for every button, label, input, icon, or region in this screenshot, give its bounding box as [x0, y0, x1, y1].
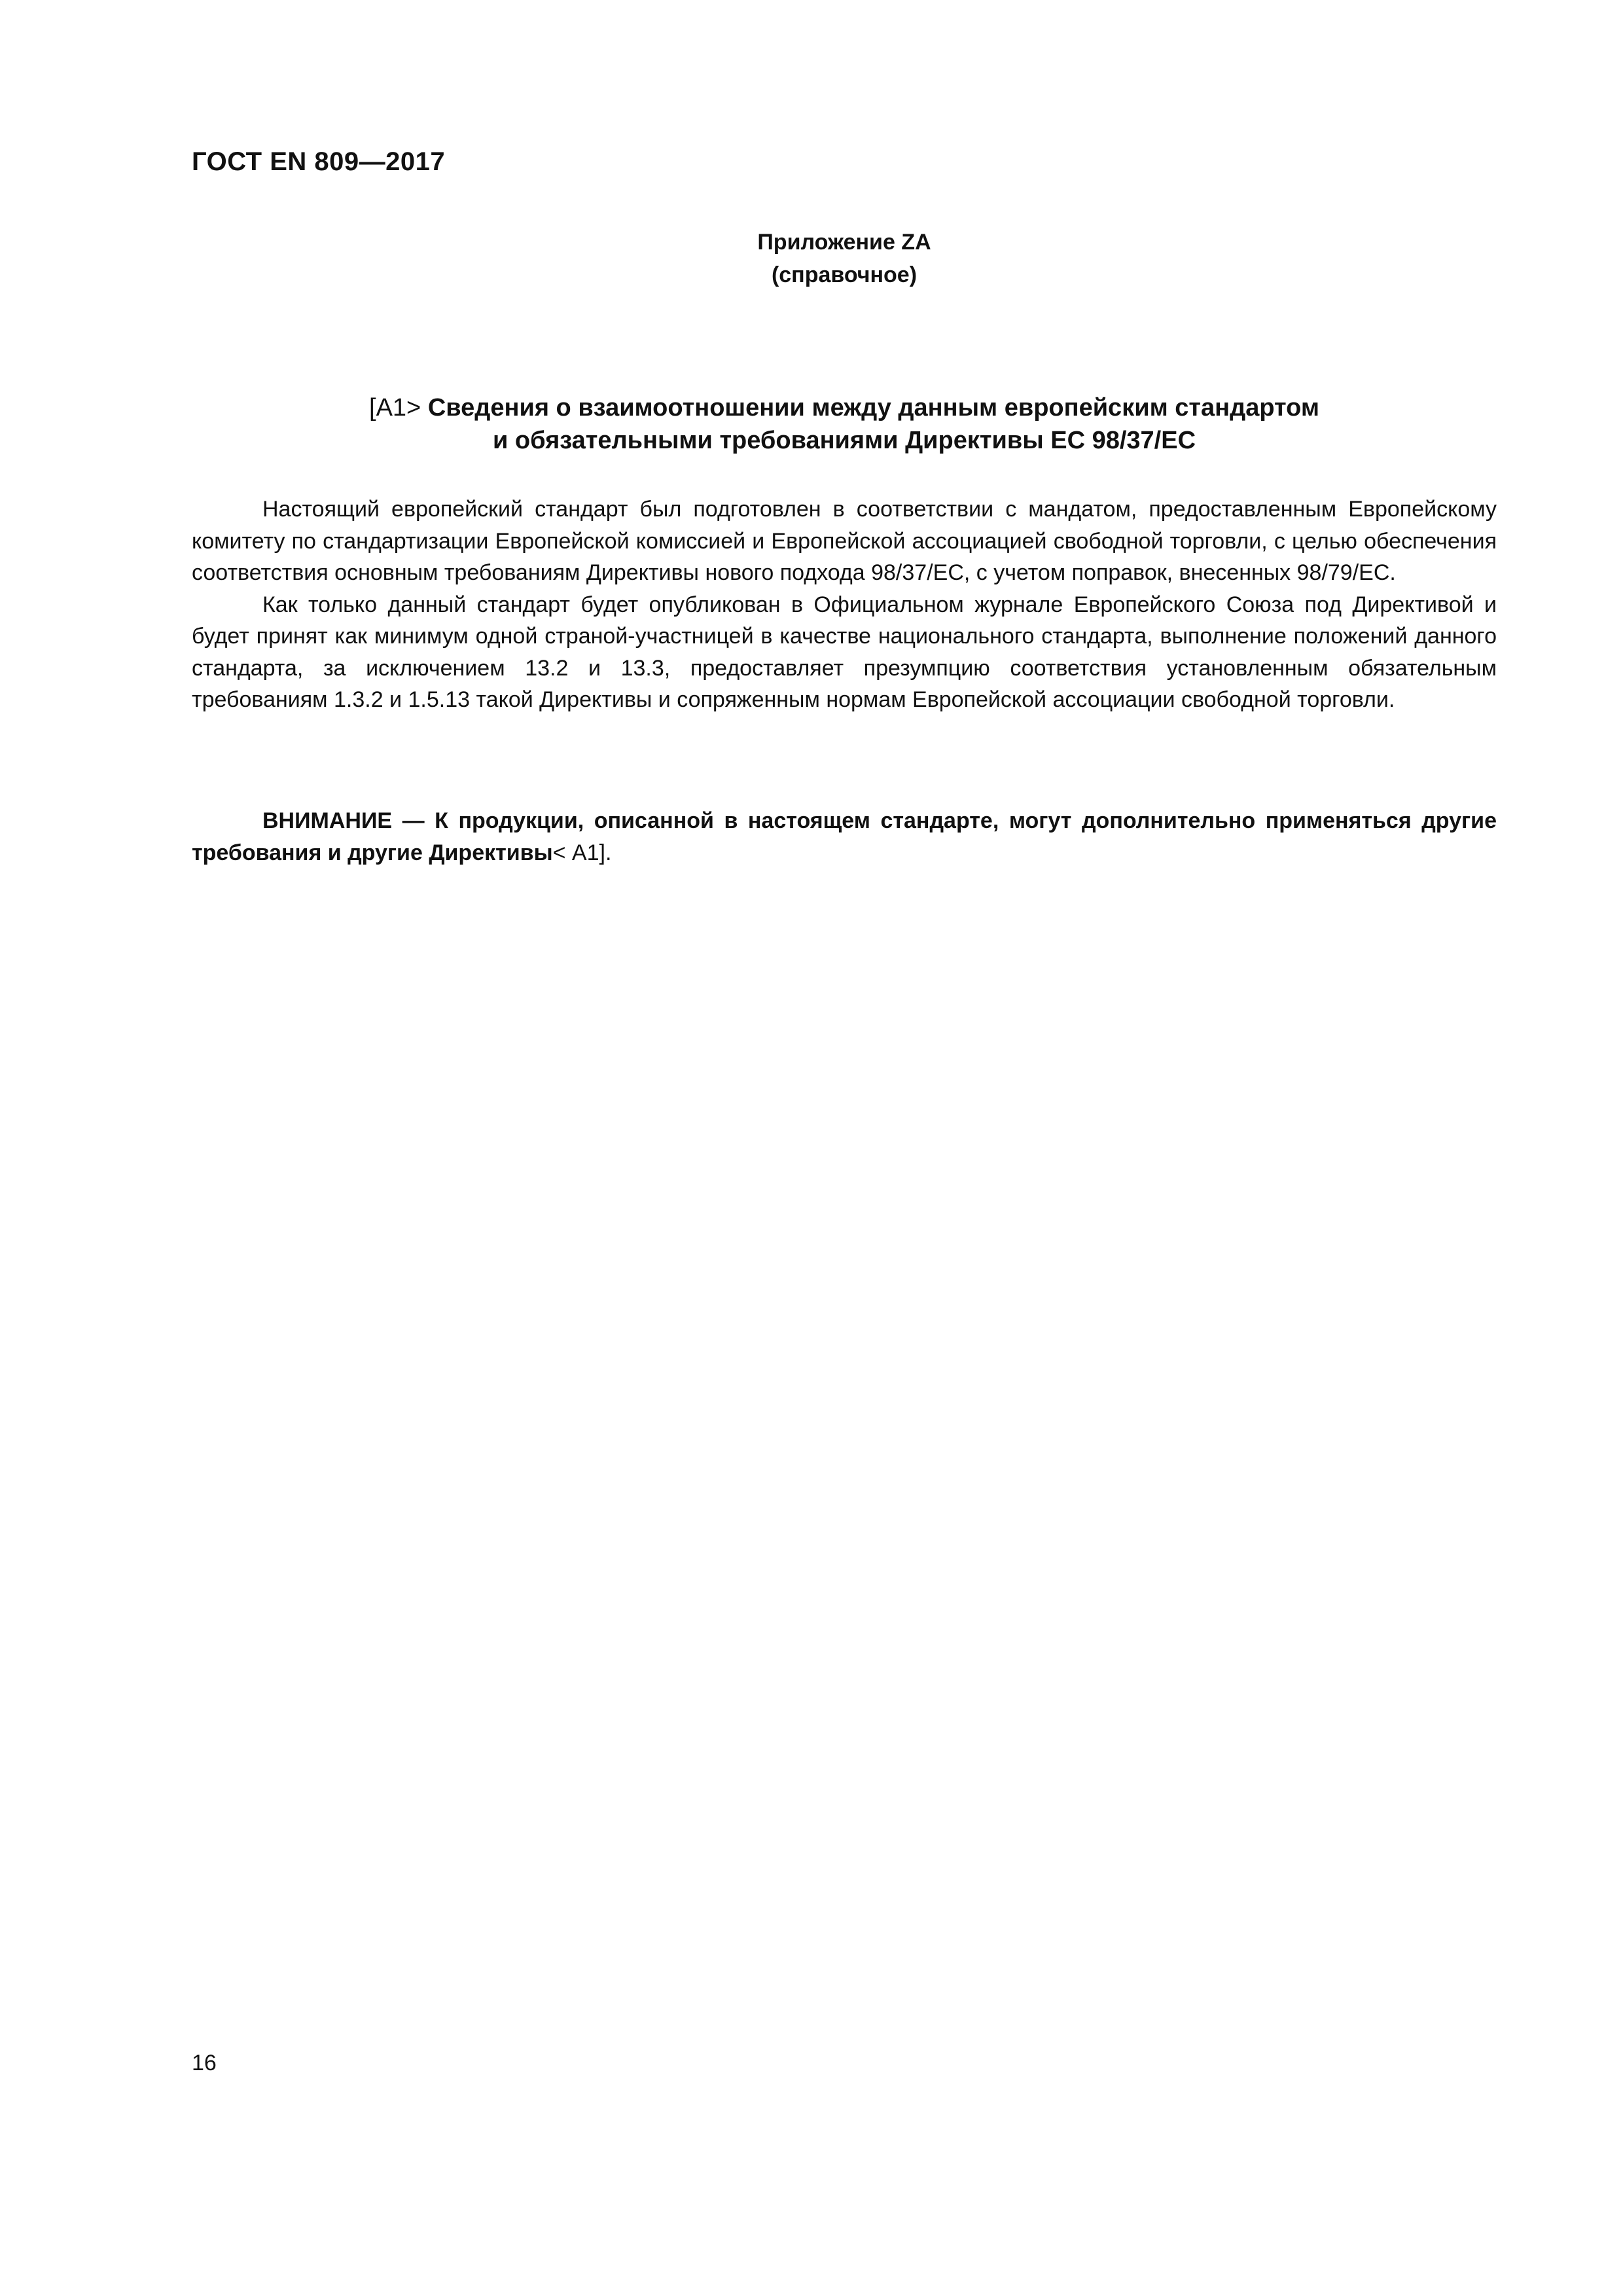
section-title-line-1: [192, 391, 1497, 424]
annex-title: Приложение ZA: [757, 230, 931, 255]
paragraph-1: Настоящий европейский стандарт был подготовлен в соответствии с мандатом, предоставленным Европейскому комитету по стандартизации Европейской комиссией и Европейской ассоциацией свободной торговли, с целью обеспечения соответствия основным требованиям Директивы нового подхода 98/37/ЕС, с учетом поправок, внесенных 98/79/ЕС.: [192, 497, 1497, 585]
section-title-line-2: и обязательными требованиями Директивы ЕС 98/37/ЕС: [492, 427, 1196, 454]
amendment-marker-close: < A1].: [552, 840, 612, 865]
paragraph-2: Как только данный стандарт будет опубликован в Официальном журнале Европейского Союза под Директивой и будет принят как минимум одной страной-участницей в качестве национального стандарта, выполнение положений данного стандарта, за исключением 13.2 и 13.3, предоставляет презумпцию соответствия установленным обязательным требованиям 1.3.2 и 1.5.13 такой Директивы и сопряженным нормам Европейской ассоциации свободной торговли.: [192, 592, 1497, 712]
warning-text: ВНИМАНИЕ — К продукции, описанной в настоящем стандарте, могут дополнительно применяться другие требования и другие Директивы: [192, 808, 1497, 865]
section-title-text-1: Сведения о взаимоотношении между данным европейским стандартом: [427, 394, 1319, 422]
document-code: ГОСТ EN 809—2017: [192, 147, 446, 176]
warning-note: [192, 805, 1497, 869]
page-number: 16: [192, 2051, 217, 2075]
body-text: [192, 493, 1497, 716]
annex-kind: (справочное): [771, 262, 918, 287]
section-title: [192, 391, 1497, 457]
amendment-marker-open: [A1>: [369, 394, 421, 422]
annex-heading: [192, 226, 1497, 291]
